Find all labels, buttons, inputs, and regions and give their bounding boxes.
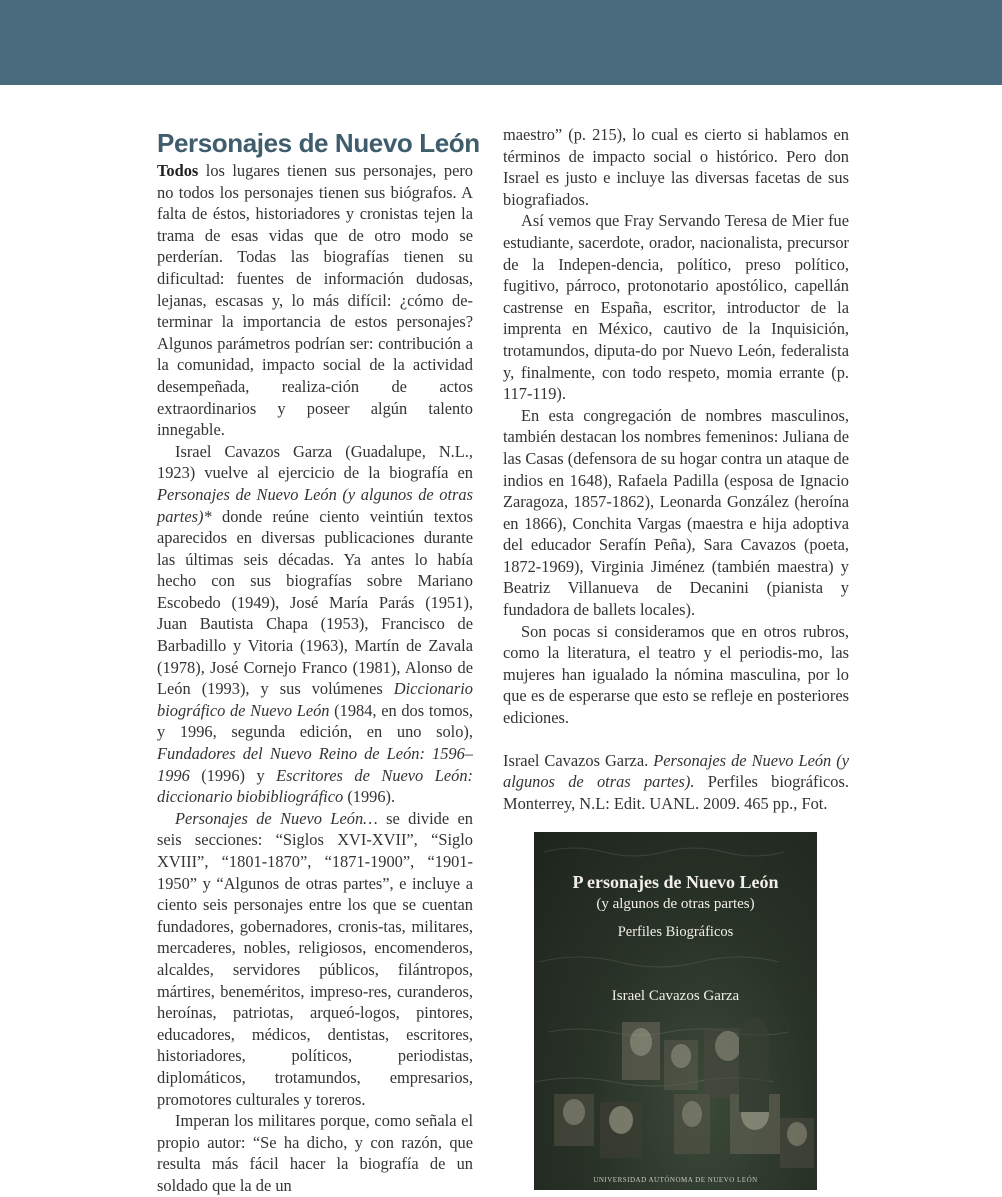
paragraph-2-text-b: donde reúne ciento veintiún textos aparecidos en diversas publicaciones durante las últimas seis décadas. Ya antes lo había hecho con sus biografías sobre Mariano Escobedo (1949), José María Parás (1951), Juan Bautista Chapa (1953), Francisco de Barbadillo y Vitoria (1963), Martín de Zavala (1978), José Cornejo Franco (1981), Alonso de León (1993), y sus volúmenes [157, 506, 473, 699]
article-title: Personajes de Nuevo León [157, 128, 480, 158]
paragraph-2-text-e: (1996). [343, 787, 396, 807]
paragraph-3-text: se divide en seis secciones: “Siglos XVI-XVII”, “Siglo XVIII”, “1801-1870”, “1871-1900”, “1901-1950” y “Algunos de otras partes”, e incluye a ciento seis personajes entre los que se cuentan fundadores, gobernadores, cronis-tas, militares, mercaderes, nobles, religiosos, encomenderos, alcaldes, servidores públicos, filántropos, mártires, beneméritos, impreso-res, curanderos, heroínas, patriotas, arqueó-logos, pintores, educadores, médicos, dentistas, escritores, historiadores, políticos, periodistas, diplomáticos, trotamundos, empresarios, promotores culturales y toreros. [157, 808, 473, 1109]
citation-author: Israel Cavazos Garza. [503, 750, 654, 770]
paragraph-3 [157, 808, 473, 1110]
header-banner [0, 0, 1002, 85]
paragraph-4: Imperan los militares porque, como señala el propio autor: “Se ha dicho, y con razón, que resulta más fácil hacer la biografía de un soldado que la de un [157, 1111, 473, 1195]
paragraph-2 [157, 441, 473, 808]
book-title-italic: Personajes de Nuevo León (y algunos de otras partes)* [157, 484, 473, 526]
cover-tagline: Perfiles Biográficos [617, 924, 734, 940]
paragraph-5: maestro” (p. 215), lo cual es cierto si hablamos en términos de impacto social o histórico. Pero don Israel es justo e incluye las diversas facetas de sus biografiados. [503, 125, 849, 209]
cover-subtitle: (y algunos de otras partes) [596, 896, 755, 912]
book-citation [503, 750, 849, 815]
paragraph-8: Son pocas si consideramos que en otros rubros, como la literatura, el teatro y el periodis-mo, las mujeres han igualado la nómina masculina, por lo que es de esperarse que esto se refleje en posteriores ediciones. [503, 621, 849, 728]
diccionario-title-italic: Diccionario biográfico de Nuevo León [157, 679, 473, 720]
paragraph-2-text-c: (1984, en dos tomos, y 1996, segunda edición, en uno solo), [157, 700, 473, 742]
lead-word: Todos [157, 161, 199, 180]
cover-title: P ersonajes de Nuevo León [572, 872, 779, 892]
escritores-title-italic: Escritores de Nuevo León: diccionario biobibliográfico [157, 765, 473, 807]
fundadores-title-italic: Fundadores del Nuevo Reino de León: 1596–1996 [157, 744, 473, 785]
paragraph-1-text: los lugares tienen sus personajes, pero no todos los personajes tienen sus biógrafos. A falta de éstos, historiadores y cronistas tejen la trama de esas vidas que de otro modo se perderían. Todas las biografías tienen su dificultad: fuentes de información dudosas, lejanas, escasas y, lo más difícil: ¿cómo de-terminar la importancia de estos personajes? Algunos parámetros podrían ser: contribución a la comunidad, impacto social de la actividad desempeñada, realiza-ción de actos extraordinarios y poseer algún talento innegable. [157, 161, 473, 440]
paragraph-7: En esta congregación de nombres masculinos, también destacan los nombres femeninos: Juliana de las Casas (defensora de su hogar contra un ataque de indios en 1648), Rafaela Padilla (esposa de Ignacio Zaragoza, 1857-1862), Leonarda González (heroína en 1866), Conchita Vargas (maestra e hija adoptiva del educador Serafín Peña), Sara Cavazos (poeta, 1872-1969), Virginia Jiménez (también maestra) y Beatriz Villanueva de Decanini (pianista y fundadora de ballets locales). [503, 405, 849, 620]
cover-publisher: UNIVERSIDAD AUTÓNOMA DE NUEVO LEÓN [593, 1176, 758, 1184]
paragraph-3-italic: Personajes de Nuevo León… [175, 808, 378, 828]
cover-author: Israel Cavazos Garza [611, 988, 740, 1004]
citation-details: Perfiles biográficos. Monterrey, N.L: Edit. UANL. 2009. 465 pp., Fot. [503, 772, 849, 813]
paragraph-1 [157, 160, 473, 441]
citation-title: Personajes de Nuevo León (y algunos de otras partes). [503, 750, 850, 792]
article-left-column [157, 122, 480, 1197]
article-right-column [503, 124, 849, 814]
paragraph-2-text-a: Israel Cavazos Garza (Guadalupe, N.L., 1923) vuelve al ejercicio de la biografía en [157, 441, 473, 483]
paragraph-2-text-d: (1996) y [189, 765, 277, 785]
paragraph-6: Así vemos que Fray Servando Teresa de Mier fue estudiante, sacerdote, orador, nacionalista, precursor de la Indepen-dencia, político, preso político, fugitivo, párroco, protonotario apostólico, capellán castrense en España, escritor, introductor de la imprenta en México, cautivo de la Inquisición, trotamundos, diputa-do por Nuevo León, federalista y, finalmente, con todo respeto, momia errante (p. 117-119). [503, 211, 849, 404]
book-cover-image [534, 832, 817, 1190]
